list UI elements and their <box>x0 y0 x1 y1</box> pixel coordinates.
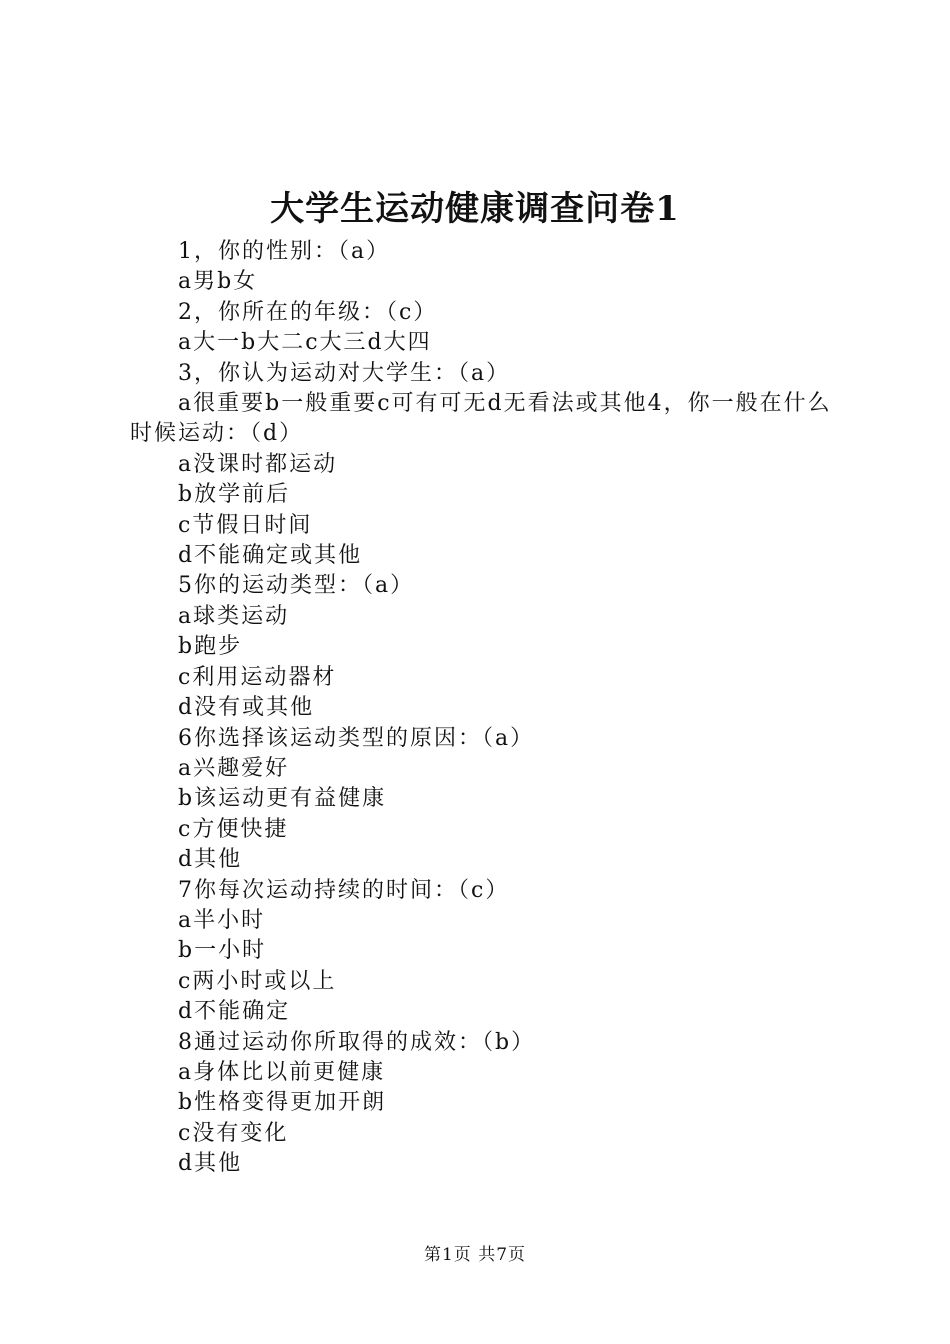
question-4-option-d: d不能确定或其他 <box>178 543 363 569</box>
question-6: 6你选择该运动类型的原因：（a） <box>178 725 535 751</box>
question-5-option-d: d没有或其他 <box>178 695 315 721</box>
question-8-option-b: b性格变得更加开朗 <box>178 1090 387 1116</box>
question-8-option-a: a身体比以前更健康 <box>178 1059 386 1085</box>
question-2-options: a大一b大二c大三d大四 <box>178 330 432 356</box>
question-1-options: a男b女 <box>178 269 258 295</box>
question-4-option-b: b放学前后 <box>178 482 291 508</box>
question-4-option-c: c节假日时间 <box>178 512 313 538</box>
question-3: 3，你认为运动对大学生：（a） <box>178 360 511 386</box>
question-7-option-b: b一小时 <box>178 938 267 964</box>
question-2: 2，你所在的年级：（c） <box>178 299 438 325</box>
question-7-option-c: c两小时或以上 <box>178 968 337 994</box>
question-5: 5你的运动类型：（a） <box>178 573 415 599</box>
question-4-option-a: a没课时都运动 <box>178 451 338 477</box>
question-6-option-b: b该运动更有益健康 <box>178 786 387 812</box>
page-number-footer: 第1页 共7页 <box>423 1245 527 1265</box>
question-1: 1，你的性别：（a） <box>178 239 391 264</box>
question-6-option-a: a兴趣爱好 <box>178 755 290 781</box>
question-8-option-c: c没有变化 <box>178 1120 289 1146</box>
question-7-option-d: d不能确定 <box>178 999 291 1025</box>
question-8: 8通过运动你所取得的成效：（b） <box>178 1029 536 1055</box>
question-6-option-d: d其他 <box>178 847 243 873</box>
question-5-option-a: a球类运动 <box>178 603 290 629</box>
document-title: 大学生运动健康调查问卷1 <box>270 189 680 229</box>
question-5-option-b: b跑步 <box>178 634 243 660</box>
question-5-option-c: c利用运动器材 <box>178 664 337 690</box>
question-8-option-d: d其他 <box>178 1151 243 1177</box>
question-3-options-and-question-4: a很重要b一般重要c可有可无d无看法或其他4，你一般在什么时候运动：（d） <box>130 391 832 447</box>
question-6-option-c: c方便快捷 <box>178 816 289 842</box>
document-body <box>130 237 835 1180</box>
question-7: 7你每次运动持续的时间：（c） <box>178 877 510 903</box>
question-7-option-a: a半小时 <box>178 907 266 933</box>
